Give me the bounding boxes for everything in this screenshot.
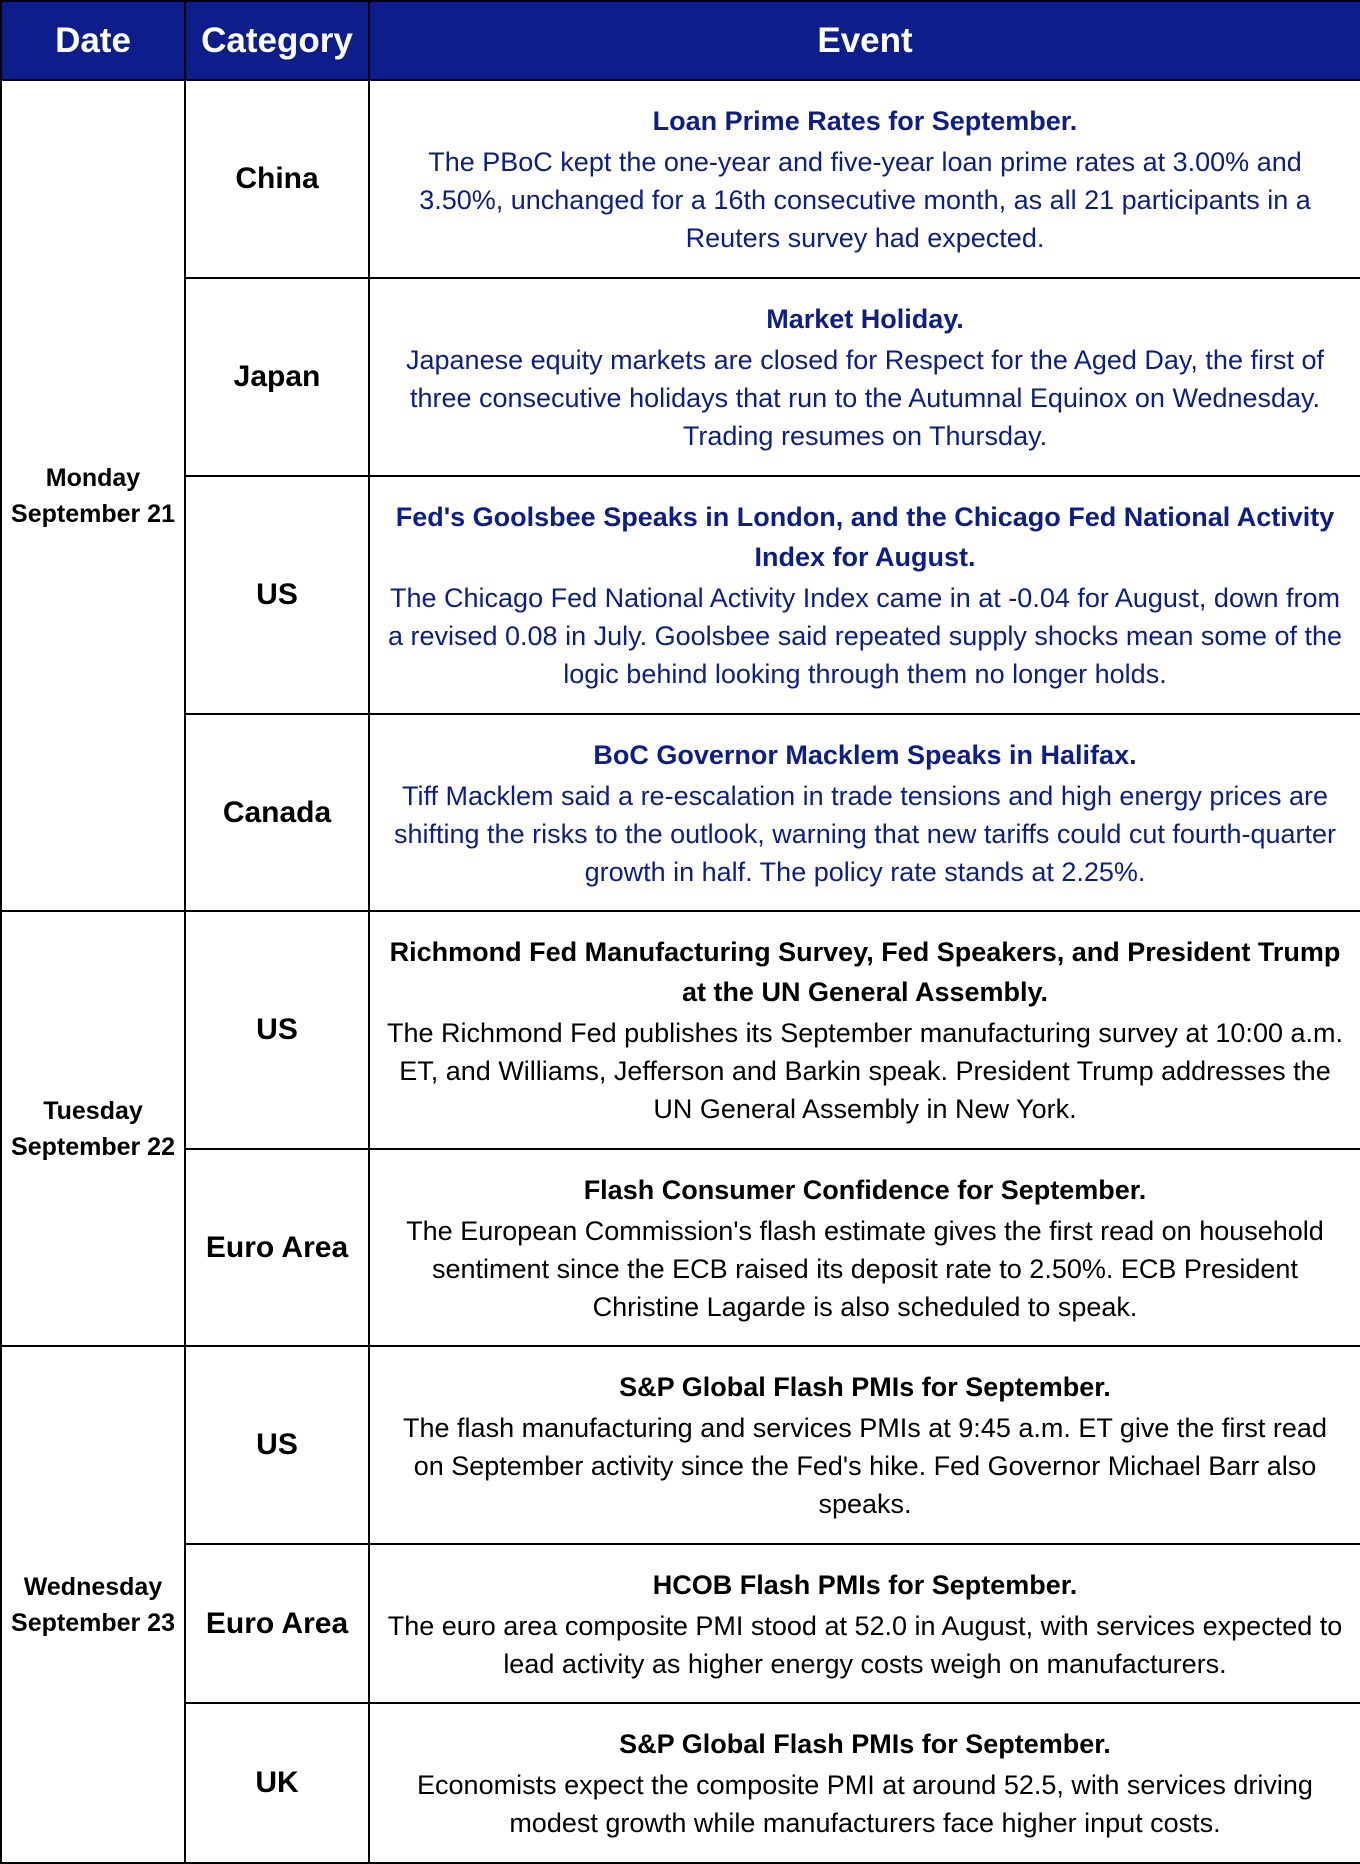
- header-event: Event: [369, 1, 1360, 80]
- category-cell: Euro Area: [185, 1149, 369, 1346]
- event-cell: [369, 1149, 1360, 1346]
- date-cell-wednesday: [1, 1346, 185, 1863]
- category-cell: US: [185, 911, 369, 1149]
- header-category: Category: [185, 1, 369, 80]
- category-cell: China: [185, 80, 369, 278]
- category-cell: US: [185, 476, 369, 714]
- event-description: The Richmond Fed publishes its September manufacturing survey at 10:00 a.m. ET, and Williams, Jefferson and Barkin speak. President Trump addresses the UN General Assembly in New York.: [387, 1018, 1343, 1124]
- event-title: S&P Global Flash PMIs for September.: [619, 1729, 1111, 1759]
- category-cell: UK: [185, 1703, 369, 1863]
- event-cell: [369, 278, 1360, 476]
- day-date: September 22: [11, 1132, 175, 1161]
- event-description: The European Commission's flash estimate gives the first read on household sentiment since the ECB raised its deposit rate to 2.50%. ECB President Christine Lagarde is also scheduled to speak.: [406, 1215, 1324, 1322]
- header-date: Date: [1, 1, 185, 80]
- day-name: Tuesday: [43, 1096, 143, 1125]
- category-cell: Canada: [185, 714, 369, 911]
- event-title: Loan Prime Rates for September.: [652, 106, 1078, 136]
- event-description: The euro area composite PMI stood at 52.0 in August, with services expected to lead activity as higher energy costs weigh on manufacturers.: [387, 1610, 1343, 1679]
- table-row: [1, 80, 1360, 278]
- event-title: Flash Consumer Confidence for September.: [583, 1174, 1147, 1205]
- event-cell: [369, 80, 1360, 278]
- category-cell: Euro Area: [185, 1544, 369, 1703]
- event-title: BoC Governor Macklem Speaks in Halifax.: [593, 739, 1137, 770]
- event-description: Economists expect the composite PMI at around 52.5, with services driving modest growth while manufacturers face higher input costs.: [417, 1770, 1313, 1838]
- event-cell: [369, 911, 1360, 1149]
- event-title: Richmond Fed Manufacturing Survey, Fed Speakers, and President Trump at the UN General Assembly.: [389, 937, 1341, 1007]
- event-title: HCOB Flash PMIs for September.: [652, 1569, 1078, 1600]
- table-row: [1, 1544, 1360, 1703]
- day-name: Wednesday: [23, 1572, 163, 1601]
- event-cell: [369, 1703, 1360, 1863]
- table-row: [1, 1703, 1360, 1863]
- day-date: September 23: [11, 1608, 175, 1637]
- event-description: The flash manufacturing and services PMIs at 9:45 a.m. ET give the first read on September activity since the Fed's hike. Fed Governor Michael Barr also speaks.: [403, 1413, 1327, 1519]
- category-cell: Japan: [185, 278, 369, 476]
- table-row: [1, 714, 1360, 911]
- event-description: Tiff Macklem said a re-escalation in trade tensions and high energy prices are shifting the risks to the outlook, warning that new tariffs could cut fourth-quarter growth in half. The policy rate stands at 2.25%.: [394, 780, 1336, 887]
- table-row: [1, 911, 1360, 1149]
- table-row: [1, 476, 1360, 714]
- event-cell: [369, 476, 1360, 714]
- day-date: September 21: [11, 499, 175, 528]
- header-row: [1, 1, 1360, 80]
- event-title: S&P Global Flash PMIs for September.: [619, 1372, 1111, 1402]
- event-title: Fed's Goolsbee Speaks in London, and the Chicago Fed National Activity Index for August.: [395, 502, 1335, 572]
- category-cell: US: [185, 1346, 369, 1544]
- date-cell-tuesday: [1, 911, 185, 1346]
- event-title: Market Holiday.: [766, 304, 964, 334]
- event-description: The PBoC kept the one-year and five-year loan prime rates at 3.00% and 3.50%, unchanged for a 16th consecutive month, as all 21 participants in a Reuters survey had expected.: [419, 147, 1311, 253]
- day-name: Monday: [45, 463, 141, 492]
- table-row: [1, 1149, 1360, 1346]
- table-row: [1, 278, 1360, 476]
- event-cell: [369, 1544, 1360, 1703]
- date-cell-monday: [1, 80, 185, 911]
- event-cell: [369, 1346, 1360, 1544]
- event-cell: [369, 714, 1360, 911]
- event-description: Japanese equity markets are closed for Respect for the Aged Day, the first of three consecutive holidays that run to the Autumnal Equinox on Wednesday. Trading resumes on Thursday.: [406, 345, 1324, 451]
- table-row: [1, 1346, 1360, 1544]
- event-description: The Chicago Fed National Activity Index came in at -0.04 for August, down from a revised 0.08 in July. Goolsbee said repeated supply shocks mean some of the logic behind looking through them no longer holds.: [387, 583, 1343, 689]
